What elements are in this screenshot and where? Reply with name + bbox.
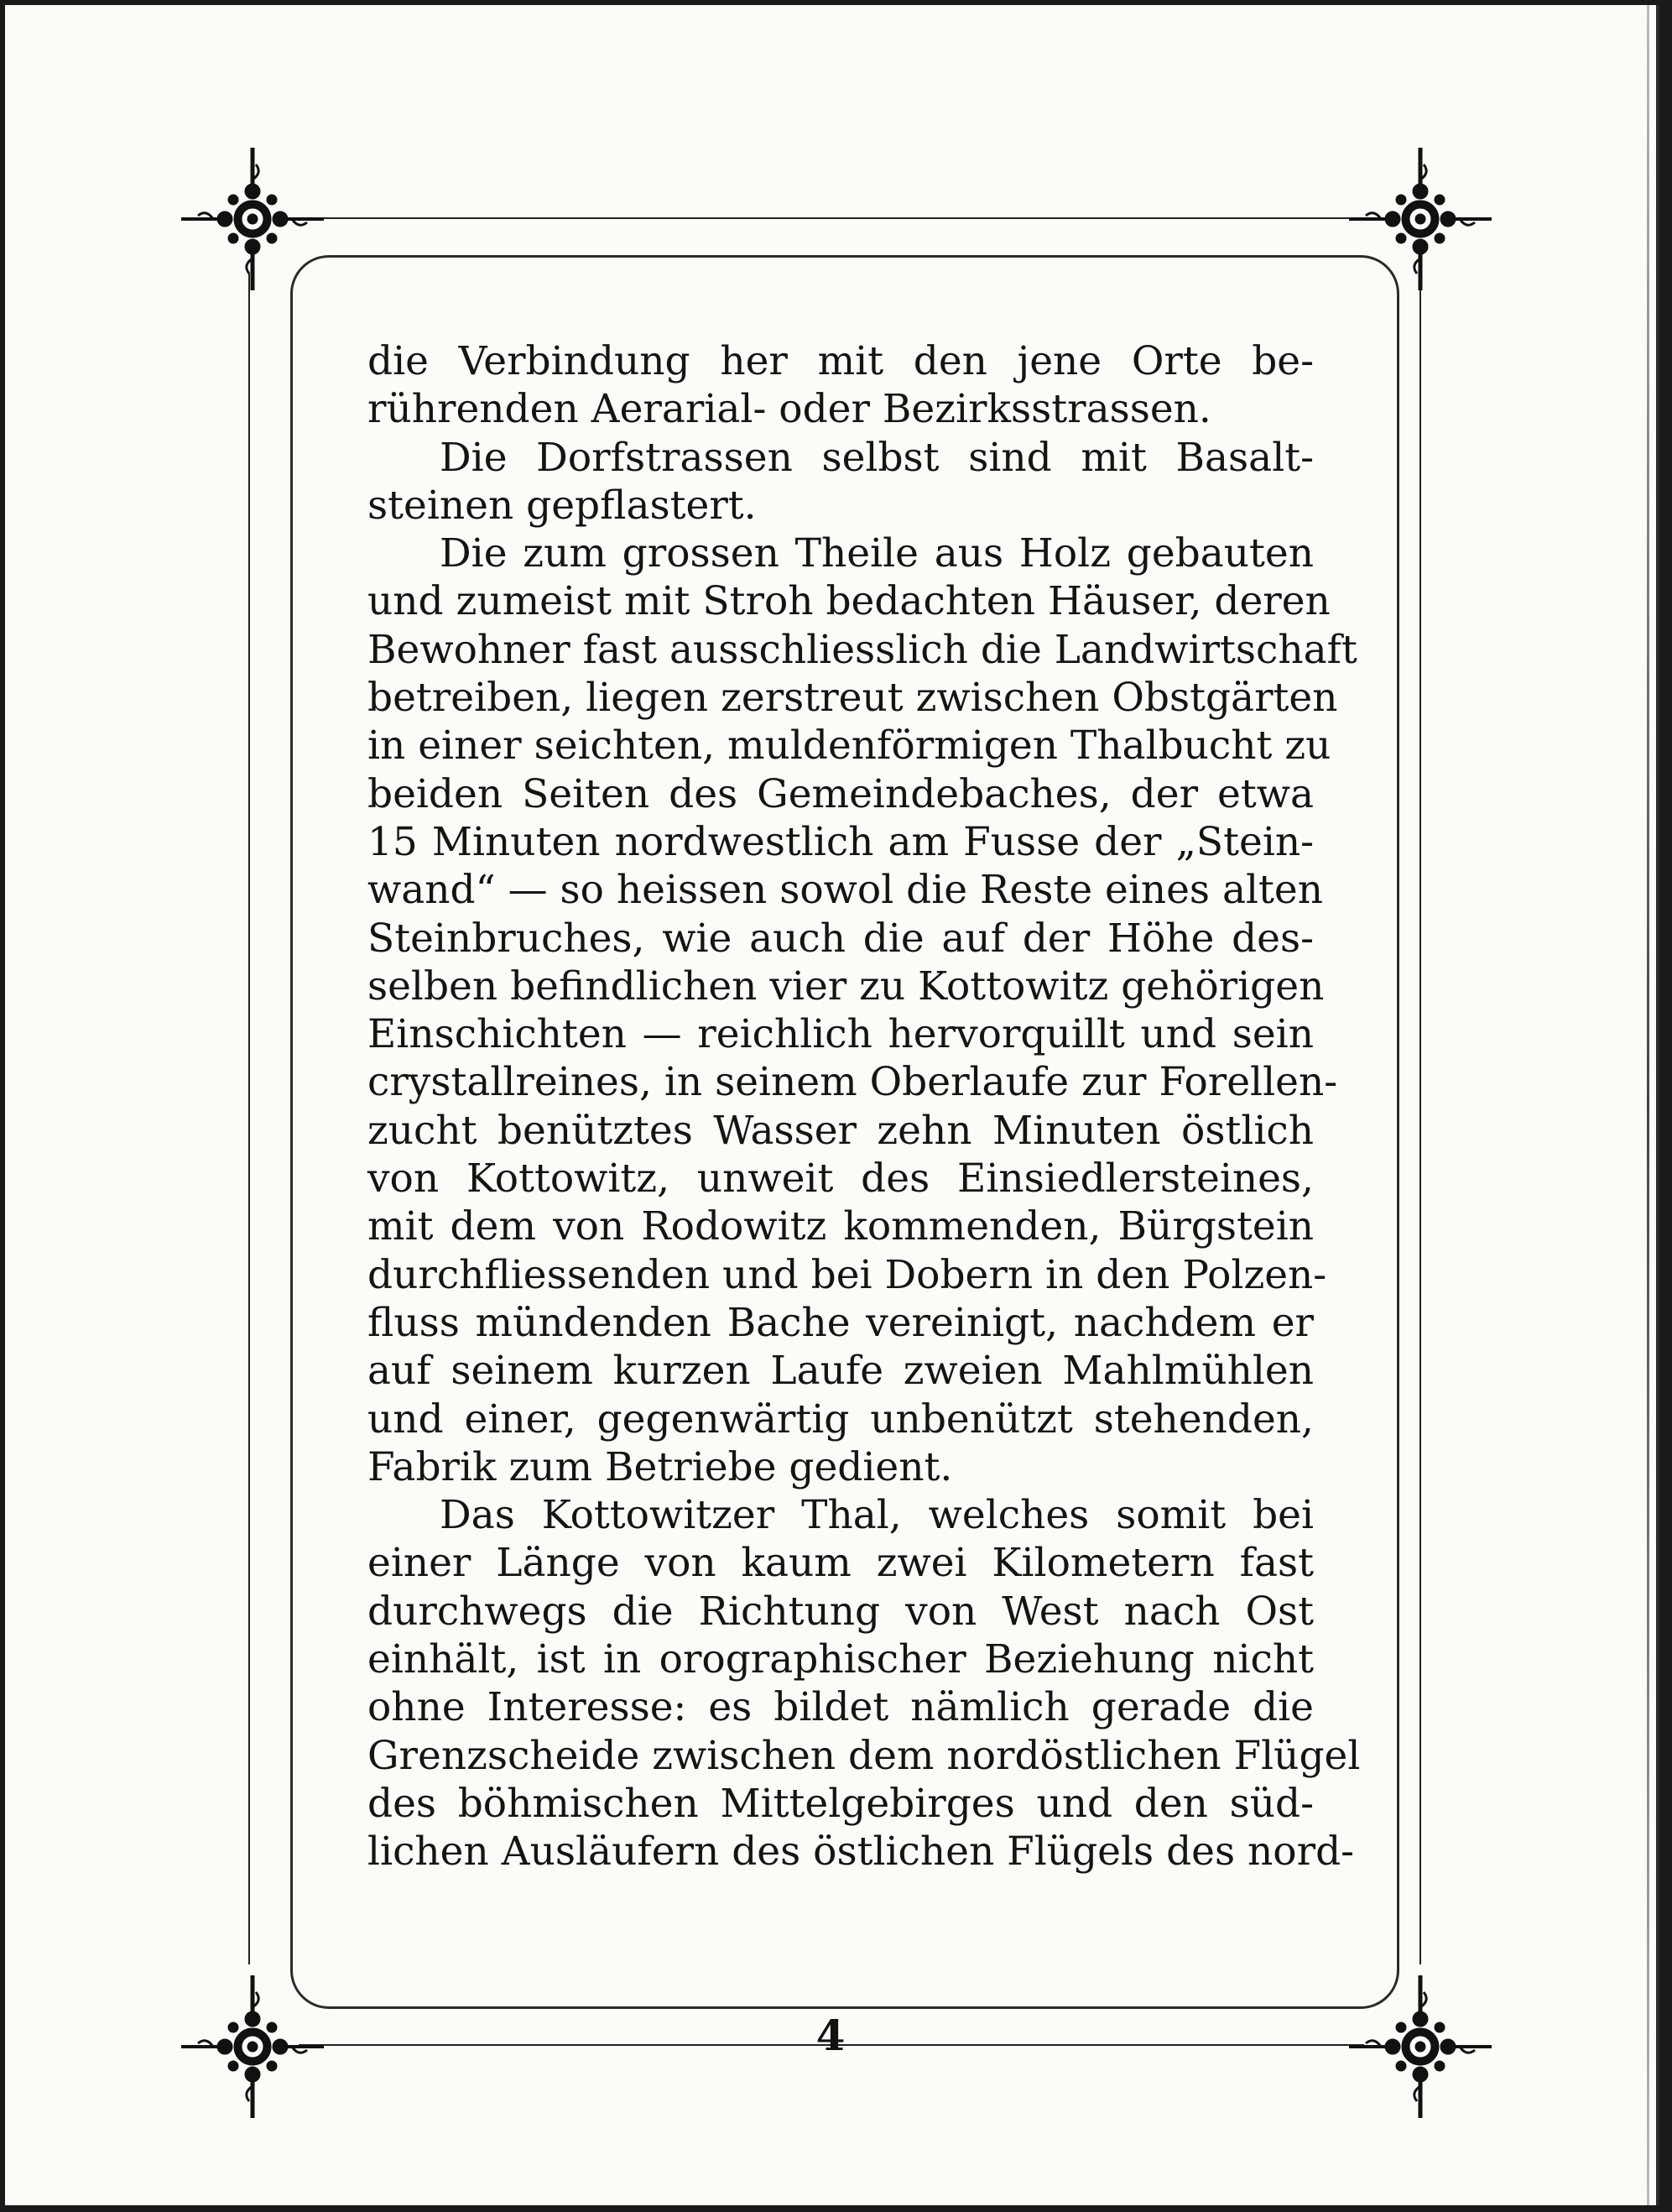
text-line: betreiben, liegen zerstreut zwischen Obstgärten (367, 675, 1338, 722)
page-edge-shadow (1647, 5, 1649, 2205)
text-line: Grenzscheide zwischen dem nordöstlichen Flügel (367, 1732, 1361, 1779)
text-line: des böhmischen Mittelgebirges und den süd- (367, 1780, 1314, 1827)
text-line: mit dem von Rodowitz kommenden, Bürgstein (367, 1203, 1314, 1250)
text-line: crystallreines, in seinem Oberlaufe zur Forellen- (367, 1059, 1338, 1106)
text-line: von Kottowitz, unweit des Einsiedlersteines, (367, 1156, 1314, 1203)
text-line: zucht benütztes Wasser zehn Minuten östlich (367, 1107, 1314, 1154)
frame-top-rule (299, 217, 1364, 219)
text-line: 15 Minuten nordwestlich am Fusse der „Stein- (367, 818, 1314, 865)
text-line: Fabrik zum Betriebe gedient. (367, 1443, 953, 1490)
text-line: steinen gepflastert. (367, 482, 757, 529)
paragraph (367, 1491, 1361, 1876)
text-line: Die Dorfstrassen selbst sind mit Basalt- (440, 434, 1314, 481)
text-line: und einer, gegenwärtig unbenützt stehenden, (367, 1396, 1314, 1442)
text-line: durchfliessenden und bei Dobern in den Polzen- (367, 1251, 1327, 1298)
text-line: selben befindlichen vier zu Kottowitz gehörigen (367, 963, 1325, 1009)
text-line: Steinbruches, wie auch die auf der Höhe des- (367, 915, 1314, 962)
text-line: fluss mündenden Bache vereinigt, nachdem er (367, 1299, 1314, 1346)
text-line: einer Länge von kaum zwei Kilometern fast (367, 1540, 1314, 1587)
text-line: einhält, ist in orographischer Beziehung nicht (367, 1636, 1314, 1683)
text-line: Bewohner fast ausschliesslich die Landwirtschaft (367, 626, 1357, 673)
text-line: beiden Seiten des Gemeindebaches, der etwa (367, 770, 1314, 817)
text-line: in einer seichten, muldenförmigen Thalbucht zu (367, 723, 1331, 770)
text-line: rührenden Aerarial- oder Bezirksstrassen. (367, 386, 1211, 433)
paragraph (367, 434, 1314, 530)
text-line: die Verbindung her mit den jene Orte be- (367, 338, 1314, 384)
text-line: auf seinem kurzen Laufe zweien Mahlmühlen (367, 1348, 1314, 1395)
text-line: ohne Interesse: es bildet nämlich gerade die (367, 1684, 1314, 1731)
page-number: 4 (815, 2011, 846, 2060)
paragraph (367, 337, 1314, 434)
text-line: wand“ — so heissen sowol die Reste eines alten (367, 867, 1324, 914)
text-line: Einschichten — reichlich hervorquillt und sein (367, 1011, 1314, 1058)
body-text (367, 337, 1361, 1876)
text-line: durchwegs die Richtung von West nach Ost (367, 1588, 1314, 1635)
floral-corner-ornament-icon (1349, 148, 1492, 290)
floral-corner-ornament-icon (181, 148, 324, 290)
paragraph (367, 530, 1357, 1491)
text-line: Die zum grossen Theile aus Holz gebauten (440, 530, 1314, 577)
text-line: Das Kottowitzer Thal, welches somit bei (440, 1492, 1314, 1539)
text-line: lichen Ausläufern des östlichen Flügels des nord- (367, 1829, 1355, 1876)
book-page (5, 5, 1659, 2205)
text-line: und zumeist mit Stroh bedachten Häuser, deren (367, 578, 1331, 625)
frame-left-rule (248, 274, 250, 1964)
frame-right-rule (1419, 274, 1421, 1964)
